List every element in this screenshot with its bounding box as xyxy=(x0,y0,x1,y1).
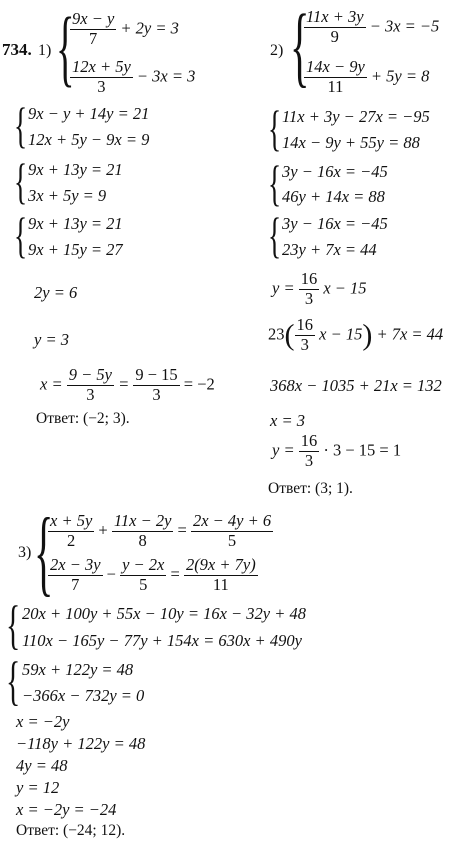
part3-line-1: x = −2y xyxy=(16,712,70,731)
part1-label: 1) xyxy=(38,42,52,59)
part2-system-eq2: $\frac{14x - 9y}{11}$ + 5y = 8 xyxy=(306,57,430,96)
part1-step1-brace: { xyxy=(14,97,28,153)
part2-step1-a: 11x + 3y − 27x = −95 xyxy=(282,107,430,126)
part2-step3-b: 23y + 7x = 44 xyxy=(282,240,377,259)
part2-system-eq1: $\frac{11x + 3y}{9}$ − 3x = −5 xyxy=(306,7,440,46)
part2-y-expression: y = $\frac{16}{3}$ x − 15 xyxy=(272,269,367,308)
part1-step2-a: 9x + 13y = 21 xyxy=(28,160,123,179)
part2-answer: Ответ: (3; 1). xyxy=(268,480,353,497)
part3-system-eq2: $\frac{2x - 3y}{7}$ − $\frac{y - 2x}{5}$ = $\frac{2(9x + 7y)}{11}$ xyxy=(50,555,256,594)
part2-system-brace: { xyxy=(290,0,310,96)
part1-x-computation: x = $\frac{9 - 5y}{3}$ = $\frac{9 - 15}{3}$ = −2 xyxy=(40,365,215,404)
part2-line-368: 368x − 1035 + 21x = 132 xyxy=(270,376,442,395)
part3-line-2: −118y + 122y = 48 xyxy=(16,734,146,753)
part2-step2-brace: { xyxy=(268,155,282,211)
part2-step3-a: 3y − 16x = −45 xyxy=(282,214,388,233)
part3-step2-b: −366x − 732y = 0 xyxy=(22,686,145,705)
part2-step1-b: 14x − 9y + 55y = 88 xyxy=(282,133,420,152)
part1-step2-brace: { xyxy=(14,153,28,209)
part3-line-3: 4y = 48 xyxy=(16,756,68,775)
part1-step1-b: 12x + 5y − 9x = 9 xyxy=(28,130,150,149)
part2-y-value: y = $\frac{16}{3}$ · 3 − 15 = 1 xyxy=(272,431,402,470)
part1-step3-a: 9x + 13y = 21 xyxy=(28,214,123,233)
part1-answer: Ответ: (−2; 3). xyxy=(36,410,130,427)
part2-step3-brace: { xyxy=(268,207,282,263)
part2-substitution: 23( $\frac{16}{3}$ x − 15) + 7x = 44 xyxy=(268,315,444,354)
part2-label: 2) xyxy=(270,42,284,59)
problem-number: 734. xyxy=(2,40,32,59)
part1-step3-brace: { xyxy=(14,207,28,263)
part2-step1-brace: { xyxy=(268,100,282,156)
part3-step1-b: 110x − 165y − 77y + 154x = 630x + 490y xyxy=(22,631,302,650)
part1-line-2y: 2y = 6 xyxy=(34,283,78,302)
part3-step1-a: 20x + 100y + 55x − 10y = 16x − 32y + 48 xyxy=(22,604,306,623)
part1-step3-b: 9x + 15y = 27 xyxy=(28,240,123,259)
part3-step2-a: 59x + 122y = 48 xyxy=(22,660,134,679)
part2-step2-b: 46y + 14x = 88 xyxy=(282,187,385,206)
part1-step1-a: 9x − y + 14y = 21 xyxy=(28,104,150,123)
part1-line-y: y = 3 xyxy=(34,330,69,349)
part3-label: 3) xyxy=(18,544,32,561)
part1-system-brace: { xyxy=(56,0,75,95)
part3-line-5: x = −2y = −24 xyxy=(16,800,117,819)
part3-step1-brace: { xyxy=(6,595,21,655)
part1-step2-b: 3x + 5y = 9 xyxy=(28,186,107,205)
part3-answer: Ответ: (−24; 12). xyxy=(16,822,126,839)
part1-system-eq2: $\frac{12x + 5y}{3}$ − 3x = 3 xyxy=(72,57,196,96)
part3-system-brace: { xyxy=(34,498,54,605)
part3-system-eq1: $\frac{x + 5y}{2}$ + $\frac{11x - 2y}{8}$ = $\frac{2x - 4y + 6}{5}$ xyxy=(50,511,272,550)
part3-step2-brace: { xyxy=(6,651,21,711)
part2-line-x: x = 3 xyxy=(270,411,305,430)
part1-system-eq1: $\frac{9x - y}{7}$ + 2y = 3 xyxy=(72,9,179,48)
part3-line-4: y = 12 xyxy=(16,778,60,797)
part2-step2-a: 3y − 16x = −45 xyxy=(282,162,388,181)
